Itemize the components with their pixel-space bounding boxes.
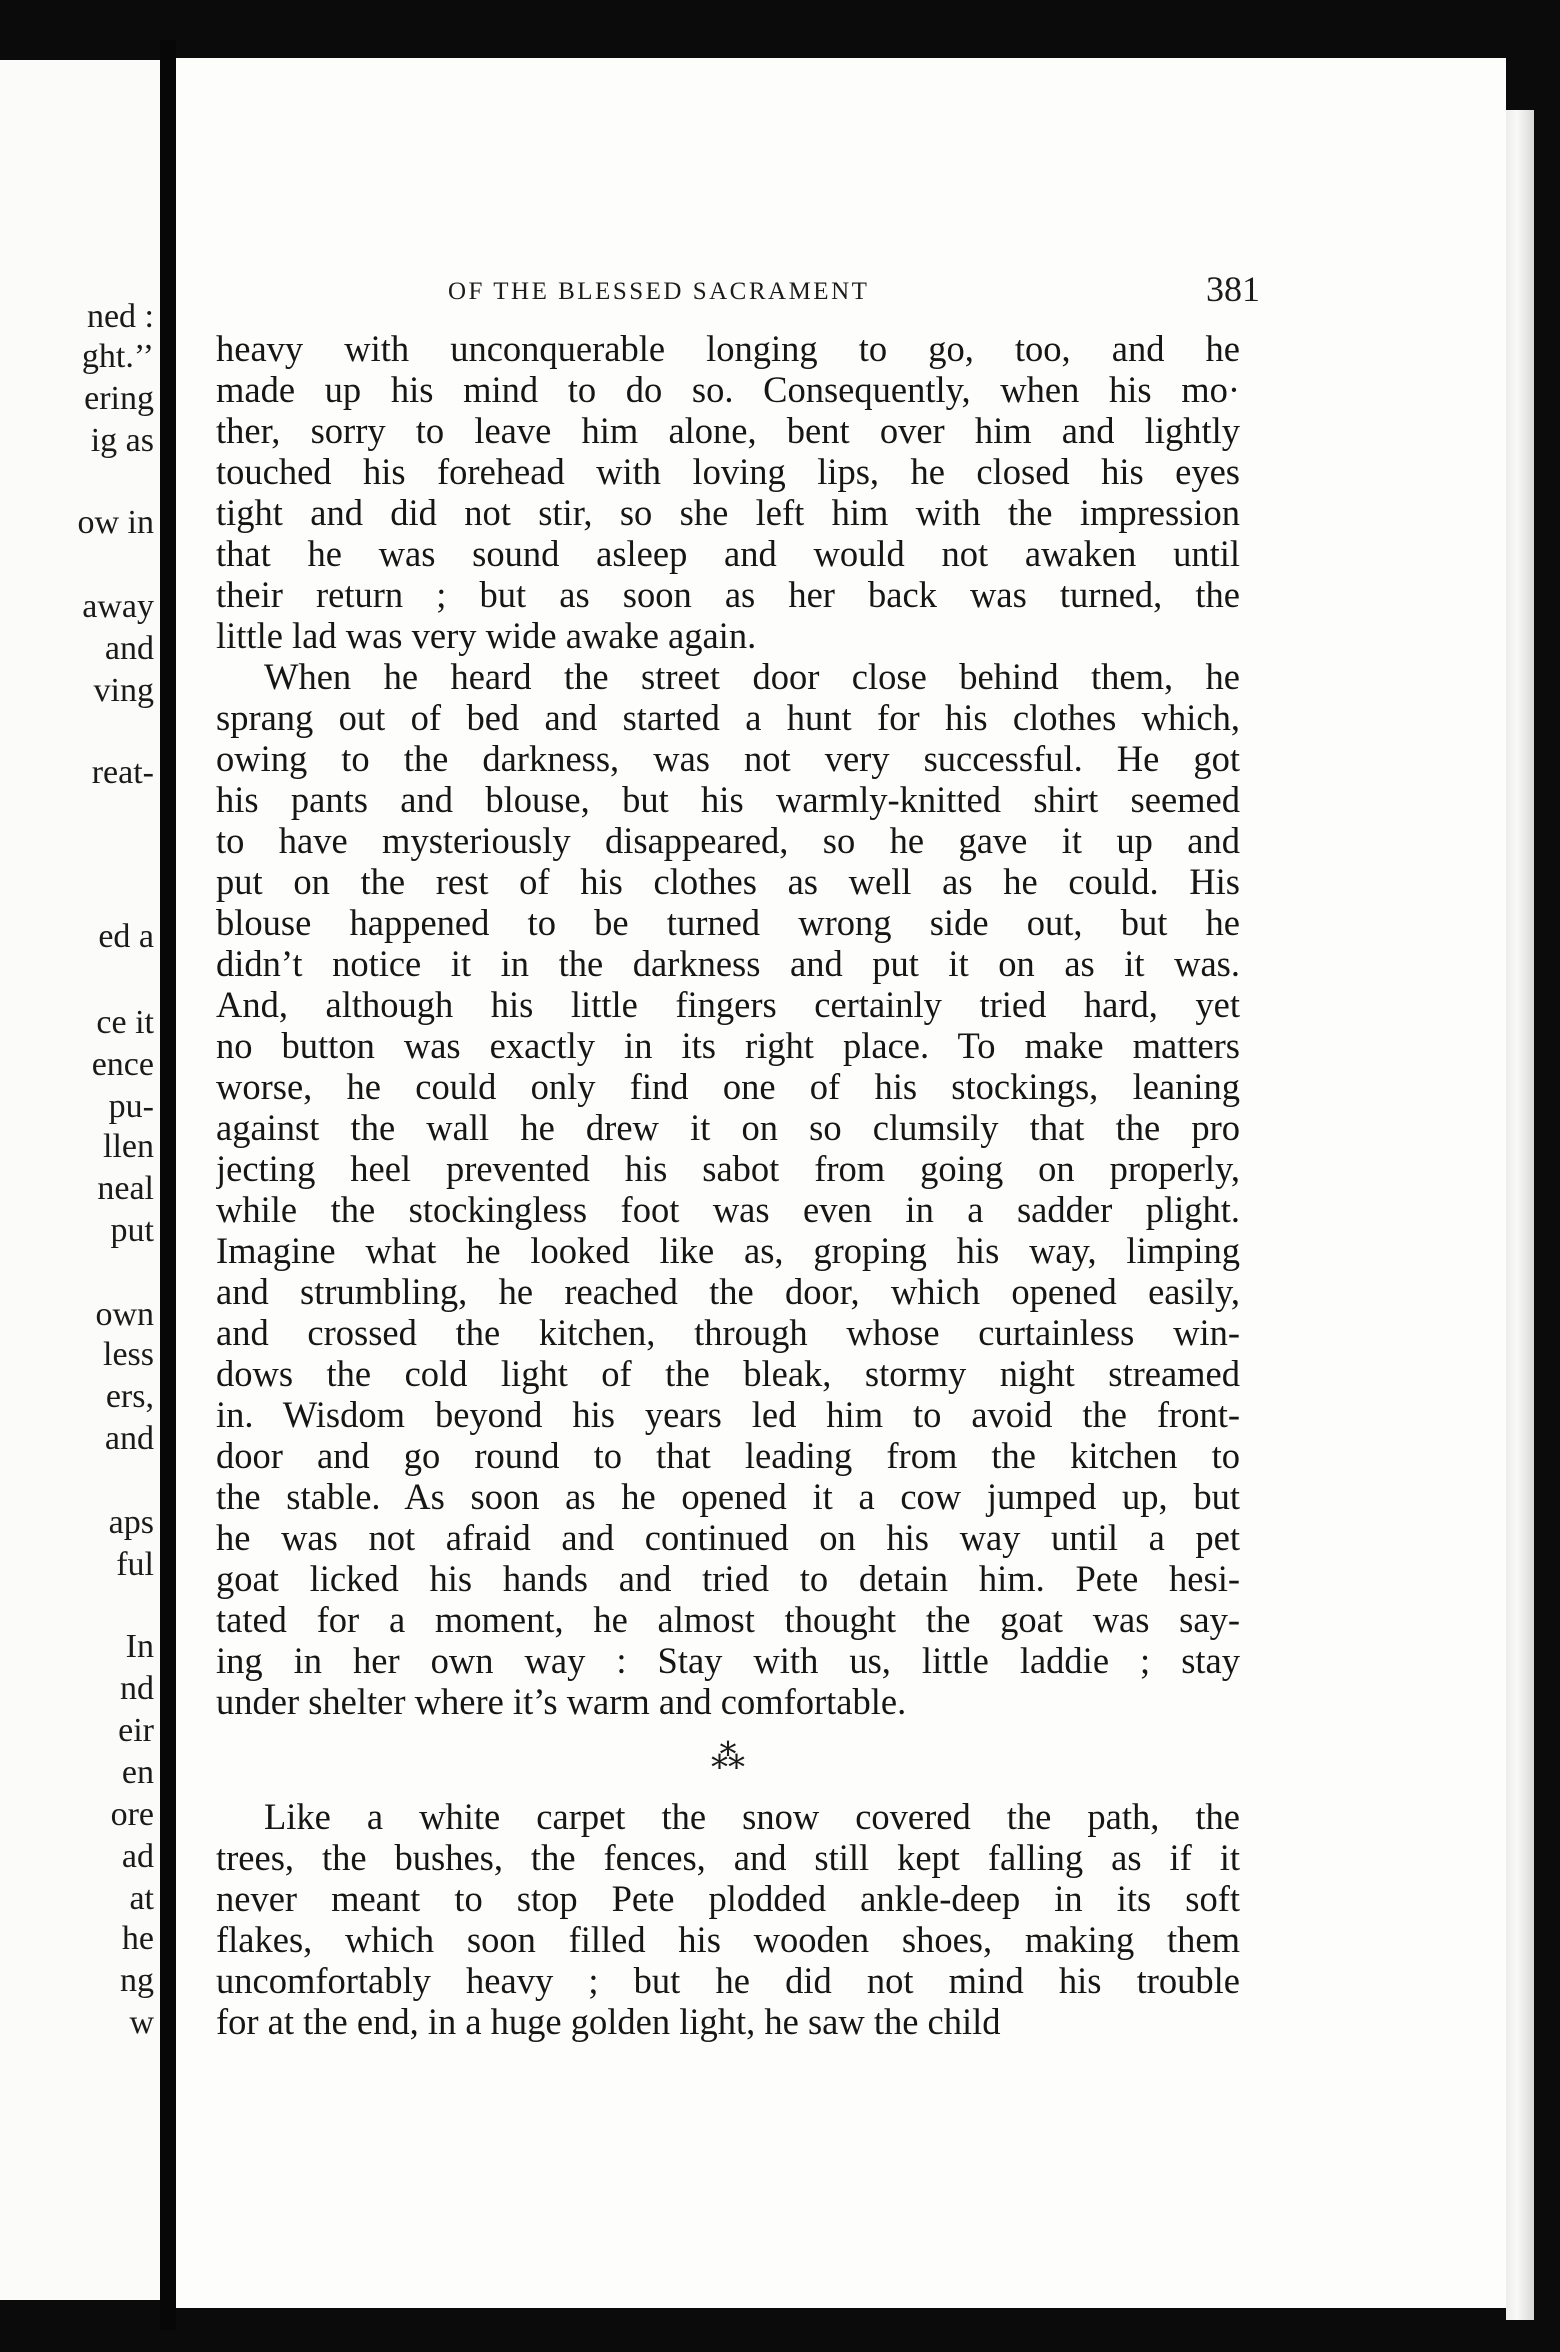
- text-line: And, although his little fingers certainly tried hard, yet: [216, 984, 1240, 1025]
- text-line: and crossed the kitchen, through whose curtainless win-: [216, 1312, 1240, 1353]
- text-line: blouse happened to be turned wrong side out, but he: [216, 902, 1240, 943]
- text-line: touched his forehead with loving lips, he closed his eyes: [216, 451, 1240, 492]
- left-page-fragment: less: [103, 1336, 154, 1373]
- left-page-fragment: llen: [103, 1128, 154, 1165]
- text-line: to have mysteriously disappeared, so he gave it up and: [216, 820, 1240, 861]
- text-line: and strumbling, he reached the door, which opened easily,: [216, 1271, 1240, 1312]
- text-line: goat licked his hands and tried to detain him. Pete hesi-: [216, 1558, 1240, 1599]
- page-number: 381: [1206, 269, 1260, 309]
- text-line: the stable. As soon as he opened it a cow jumped up, but: [216, 1476, 1240, 1517]
- left-page-fragment: ce it: [96, 1004, 154, 1041]
- left-page-fragment: neal: [97, 1170, 154, 1207]
- text-line: ther, sorry to leave him alone, bent over him and lightly: [216, 410, 1240, 451]
- text-line: Imagine what he looked like as, groping his way, limping: [216, 1230, 1240, 1271]
- page-edge: [1506, 110, 1534, 2320]
- text-line: little lad was very wide awake again.: [216, 615, 757, 656]
- paragraph-3: [216, 1796, 1240, 2042]
- text-line: he was not afraid and continued on his way until a pet: [216, 1517, 1240, 1558]
- text-line: his pants and blouse, but his warmly-knitted shirt seemed: [216, 779, 1240, 820]
- paragraph-2: [216, 656, 1240, 1722]
- left-page-fragment: ght.’’: [81, 338, 154, 375]
- left-page-fragment: ig as: [90, 422, 154, 459]
- text-line: sprang out of bed and started a hunt for his clothes which,: [216, 697, 1240, 738]
- left-page-fragment: ore: [110, 1796, 154, 1833]
- left-page-fragment: he: [121, 1920, 154, 1957]
- section-asterism: ⁂: [711, 1739, 745, 1776]
- text-line: tight and did not stir, so she left him with the impression: [216, 492, 1240, 533]
- text-line: Like a white carpet the snow covered the path, the: [264, 1796, 1240, 1837]
- page-header: [270, 268, 1260, 318]
- left-page-fragment: own: [95, 1296, 154, 1333]
- left-page-fragment: en: [121, 1754, 154, 1791]
- adjacent-left-page: [0, 60, 160, 2300]
- text-line: never meant to stop Pete plodded ankle-deep in its soft: [216, 1878, 1240, 1919]
- left-page-fragment: aps: [108, 1504, 154, 1541]
- text-line: in. Wisdom beyond his years led him to avoid the front-: [216, 1394, 1240, 1435]
- running-head: OF THE BLESSED SACRAMENT: [448, 278, 870, 305]
- text-line: under shelter where it’s warm and comfortable.: [216, 1681, 907, 1722]
- text-line: no button was exactly in its right place. To make matters: [216, 1025, 1240, 1066]
- left-page-fragment: put: [110, 1212, 154, 1249]
- left-page-fragment: ed a: [98, 918, 154, 955]
- left-page-fragment: ned :: [86, 298, 154, 335]
- text-line: didn’t notice it in the darkness and put it on as it was.: [216, 943, 1240, 984]
- text-line: heavy with unconquerable longing to go, too, and he: [216, 328, 1240, 369]
- text-line: ing in her own way : Stay with us, little laddie ; stay: [216, 1640, 1240, 1681]
- text-line: while the stockingless foot was even in a sadder plight.: [216, 1189, 1240, 1230]
- left-page-fragment: ving: [93, 672, 154, 709]
- left-page-fragment: and: [104, 1420, 154, 1457]
- text-line: for at the end, in a huge golden light, he saw the child: [216, 2001, 1001, 2042]
- left-page-fragment: ers,: [105, 1378, 154, 1415]
- body-text: [216, 328, 1240, 2042]
- text-line: against the wall he drew it on so clumsily that the pro: [216, 1107, 1240, 1148]
- text-line: owing to the darkness, was not very successful. He got: [216, 738, 1240, 779]
- text-line: that he was sound asleep and would not awaken until: [216, 533, 1240, 574]
- left-page-fragment: reat-: [91, 754, 154, 791]
- left-page-fragment: ng: [120, 1962, 154, 1999]
- paragraph-1: [216, 328, 1240, 656]
- text-line: jecting heel prevented his sabot from going on properly,: [216, 1148, 1240, 1189]
- text-line: uncomfortably heavy ; but he did not mind his trouble: [216, 1960, 1240, 2001]
- left-page-fragment: w: [129, 2004, 154, 2041]
- left-page-fragment: at: [129, 1880, 154, 1917]
- text-line: worse, he could only find one of his stockings, leaning: [216, 1066, 1240, 1107]
- text-line: flakes, which soon filled his wooden shoes, making them: [216, 1919, 1240, 1960]
- text-line: their return ; but as soon as her back was turned, the: [216, 574, 1240, 615]
- text-line: made up his mind to do so. Consequently, when his mo·: [216, 369, 1240, 410]
- left-page-fragment: ow in: [77, 504, 154, 541]
- text-line: When he heard the street door close behind them, he: [264, 656, 1240, 697]
- left-page-fragment: In: [125, 1628, 154, 1665]
- left-page-fragment: ad: [121, 1838, 154, 1875]
- text-line: trees, the bushes, the fences, and still kept falling as if it: [216, 1837, 1240, 1878]
- left-page-fragment: ful: [116, 1546, 154, 1583]
- text-line: tated for a moment, he almost thought the goat was say-: [216, 1599, 1240, 1640]
- left-page-fragment: and: [104, 630, 154, 667]
- text-line: door and go round to that leading from the kitchen to: [216, 1435, 1240, 1476]
- left-page-fragment: nd: [120, 1670, 154, 1707]
- left-page-fragment: ering: [84, 380, 154, 417]
- left-page-fragment: pu-: [108, 1088, 154, 1125]
- left-page-fragment: eir: [118, 1712, 154, 1749]
- left-page-fragment: away: [82, 588, 154, 625]
- book-gutter: [160, 40, 176, 2330]
- text-line: dows the cold light of the bleak, stormy night streamed: [216, 1353, 1240, 1394]
- left-page-fragment: ence: [91, 1046, 154, 1083]
- text-line: put on the rest of his clothes as well as he could. His: [216, 861, 1240, 902]
